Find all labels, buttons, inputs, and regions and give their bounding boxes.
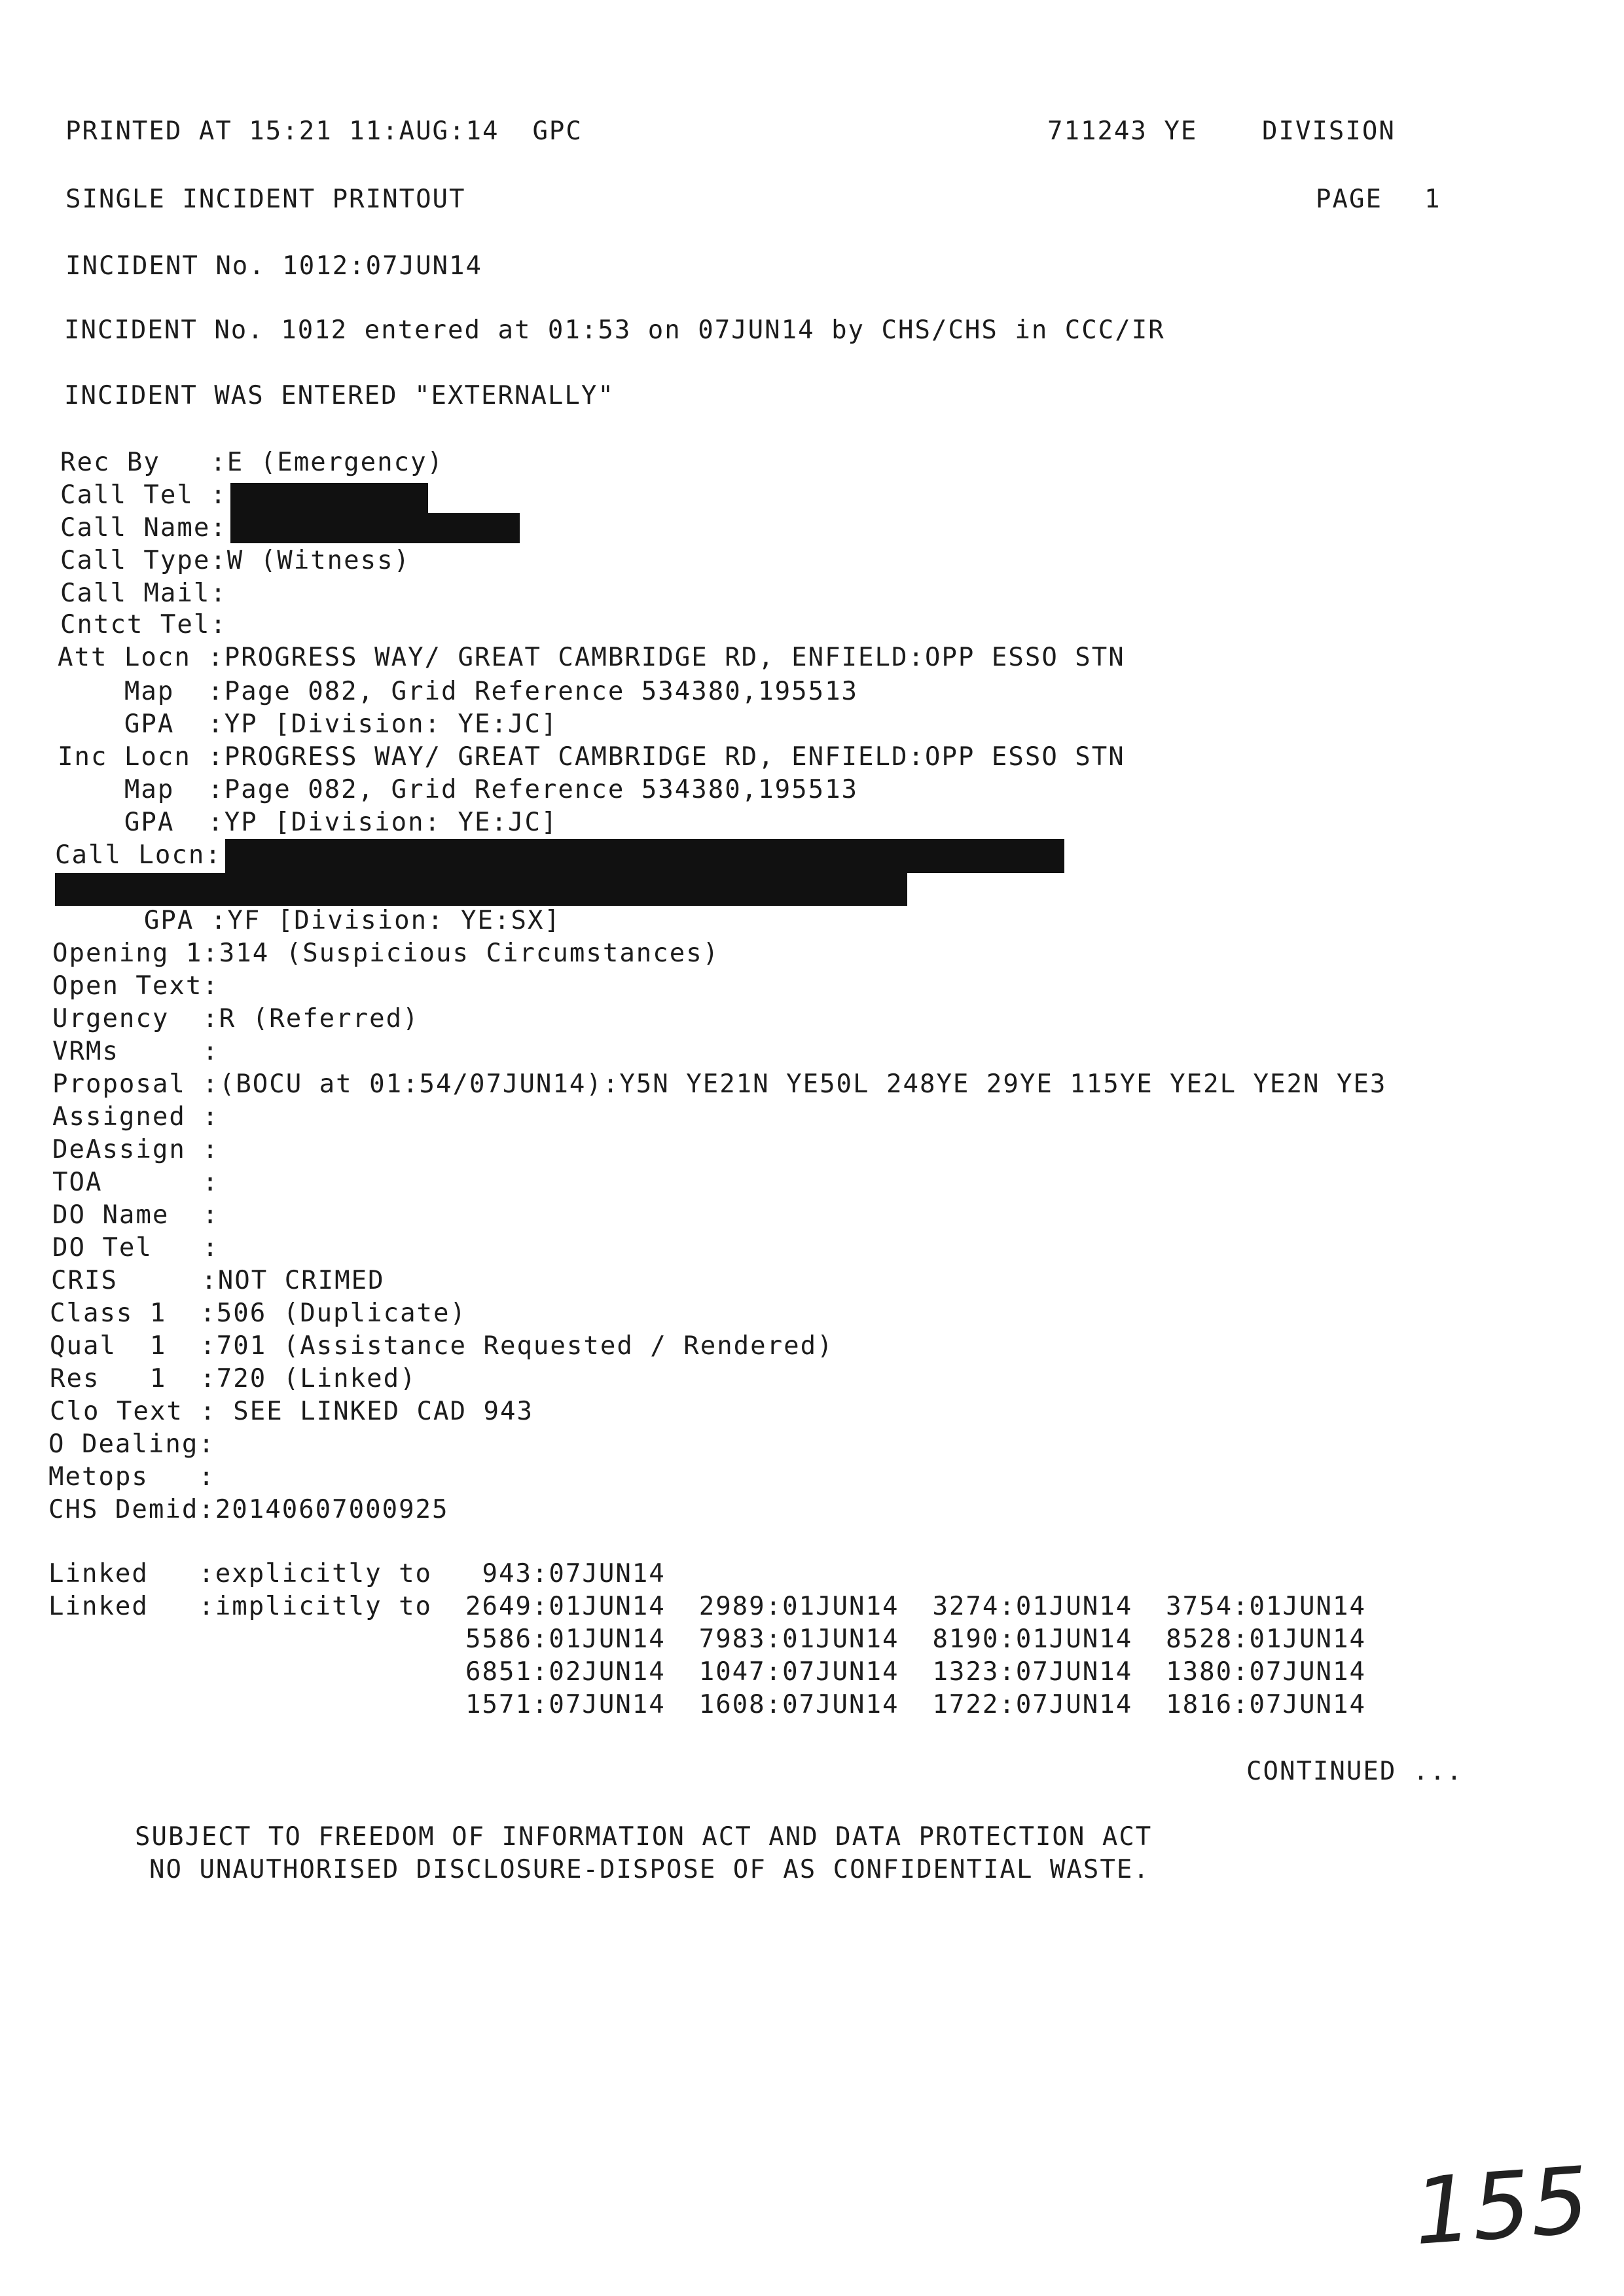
toa: TOA : [52,1168,219,1197]
opening: Opening 1:314 (Suspicious Circumstances) [52,939,720,968]
inc-locn: Inc Locn :PROGRESS WAY/ GREAT CAMBRIDGE RD, ENFIELD:OPP ESSO STN [58,742,1125,772]
urgency: Urgency :R (Referred) [52,1004,420,1033]
qual-1: Qual 1 :701 (Assistance Requested / Rendered) [50,1331,834,1361]
handwritten-page-number: 155 [1410,2147,1593,2267]
inc-gpa: GPA :YP [Division: YE:JC] [58,808,558,837]
vrms: VRMs : [52,1037,219,1066]
res-1: Res 1 :720 (Linked) [50,1364,417,1393]
do-name: DO Name : [52,1200,219,1230]
inc-map: Map :Page 082, Grid Reference 534380,195513 [58,775,859,804]
linked-implicit-row: Linked :implicitly to 2649:01JUN14 2989:01JUN14 3274:01JUN14 3754:01JUN14 [48,1592,1366,1621]
cntct-tel: Cntct Tel: [60,610,227,639]
clo-text: Clo Text : SEE LINKED CAD 943 [50,1397,533,1426]
incident-number: INCIDENT No. 1012:07JUN14 [65,251,482,281]
division-label: DIVISION [1262,117,1396,146]
assigned: Assigned : [52,1102,219,1132]
rec-by: Rec By :E (Emergency) [60,448,444,477]
proposal: Proposal :(BOCU at 01:54/07JUN14):Y5N YE21N YE50L 248YE 29YE 115YE YE2L YE2N YE3 [52,1069,1387,1099]
deassign: DeAssign : [52,1135,219,1164]
att-map: Map :Page 082, Grid Reference 534380,195513 [58,677,859,706]
entered-externally: INCIDENT WAS ENTERED "EXTERNALLY" [64,381,615,410]
cris: CRIS :NOT CRIMED [51,1266,385,1295]
call-type: Call Type:W (Witness) [60,546,411,575]
open-text: Open Text: [52,971,219,1001]
linked-implicit-row: 6851:02JUN14 1047:07JUN14 1323:07JUN14 1380:07JUN14 [48,1657,1366,1687]
call-gpa: GPA :YF [Division: YE:SX] [77,906,561,935]
do-tel: DO Tel : [52,1233,219,1263]
call-tel: Call Tel : [60,480,227,510]
att-gpa: GPA :YP [Division: YE:JC] [58,709,558,739]
foi-notice: SUBJECT TO FREEDOM OF INFORMATION ACT AND DATA PROTECTION ACT [135,1822,1153,1852]
redaction-call-locn-line2 [55,873,907,906]
call-mail: Call Mail: [60,579,227,608]
linked-implicit-row: 1571:07JUN14 1608:07JUN14 1722:07JUN14 1816:07JUN14 [48,1690,1366,1719]
linked-explicit: Linked :explicitly to 943:07JUN14 [48,1559,666,1588]
redaction-call-tel [230,483,428,513]
printed-timestamp: PRINTED AT 15:21 11:AUG:14 GPC [65,117,583,146]
continued-marker: CONTINUED ... [1246,1757,1464,1786]
page-number: 1 [1424,185,1441,214]
redaction-call-name [230,513,520,543]
metops: Metops : [48,1462,215,1492]
division-code: 711243 YE [1047,117,1198,146]
call-name: Call Name: [60,513,227,543]
linked-implicit-row: 5586:01JUN14 7983:01JUN14 8190:01JUN14 8528:01JUN14 [48,1624,1366,1654]
o-dealing: O Dealing: [48,1429,215,1459]
call-locn: Call Locn: [55,840,222,870]
redaction-call-locn-line1 [225,839,1064,873]
disclosure-notice: NO UNAUTHORISED DISCLOSURE-DISPOSE OF AS CONFIDENTIAL WASTE. [149,1855,1150,1884]
chs-demid: CHS Demid:20140607000925 [48,1495,449,1524]
class-1: Class 1 :506 (Duplicate) [50,1299,467,1328]
att-locn: Att Locn :PROGRESS WAY/ GREAT CAMBRIDGE RD, ENFIELD:OPP ESSO STN [58,643,1125,672]
incident-entered: INCIDENT No. 1012 entered at 01:53 on 07JUN14 by CHS/CHS in CCC/IR [64,315,1165,345]
page-label: PAGE [1316,185,1382,214]
printout-title: SINGLE INCIDENT PRINTOUT [65,185,466,214]
